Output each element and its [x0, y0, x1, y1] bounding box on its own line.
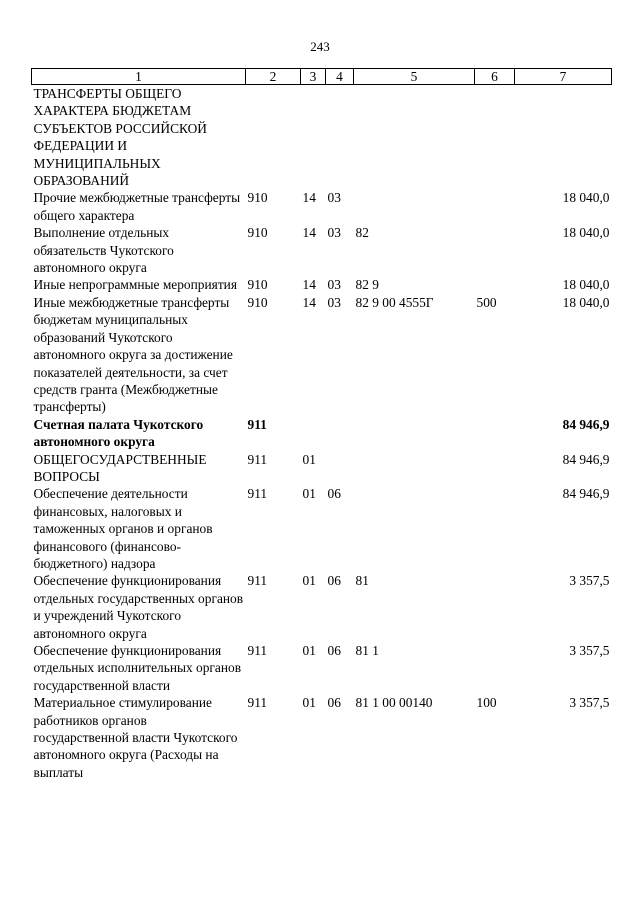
cell-col-6 — [475, 276, 515, 293]
cell-col-2: 910 — [247, 225, 268, 241]
cell-col-2: 911 — [247, 416, 267, 432]
cell-col-6 — [475, 85, 515, 190]
cell-col-3: 01 — [302, 451, 316, 467]
cell-col-4 — [326, 85, 354, 190]
header-col-2: 2 — [246, 69, 301, 85]
cell-name: ТРАНСФЕРТЫ ОБЩЕГО ХАРАКТЕРА БЮДЖЕТАМ СУБЪЕКТОВ РОССИЙСКОЙ ФЕДЕРАЦИИ И МУНИЦИПАЛЬНЫХ ОБРАЗОВАНИЙ — [33, 86, 207, 189]
cell-col-5: 82 — [355, 225, 369, 241]
cell-name: Счетная палата Чукотского автономного округа — [33, 416, 204, 450]
cell-col-3 — [301, 85, 326, 190]
cell-name: Иные непрограммные мероприятия — [33, 277, 237, 293]
cell-col-4: 06 — [327, 486, 341, 502]
cell-name: Выполнение отдельных обязательств Чукотского автономного округа — [33, 225, 174, 276]
cell-col-3: 01 — [302, 643, 316, 658]
cell-col-2: 911 — [247, 486, 268, 502]
cell-col-3: 14 — [302, 190, 316, 206]
header-col-7: 7 — [515, 69, 612, 85]
cell-col-5: 81 1 00 00140 — [355, 695, 433, 711]
table-row — [32, 224, 612, 276]
cell-col-4: 06 — [327, 643, 341, 658]
header-col-3: 3 — [301, 69, 326, 85]
table-row — [32, 572, 612, 642]
cell-col-4: 03 — [327, 190, 341, 206]
cell-name: Прочие межбюджетные трансферты общего характера — [33, 190, 241, 223]
cell-col-2: 910 — [247, 277, 268, 293]
cell-col-2: 911 — [247, 573, 268, 589]
cell-col-6 — [475, 189, 515, 224]
header-col-6: 6 — [475, 69, 515, 85]
cell-col-5: 81 — [355, 573, 369, 589]
cell-col-5 — [354, 85, 475, 190]
cell-col-7: 3 357,5 — [569, 573, 610, 589]
cell-col-4: 06 — [327, 573, 341, 589]
cell-col-4 — [326, 451, 354, 486]
cell-col-2: 910 — [247, 190, 268, 206]
cell-col-2: 911 — [247, 695, 268, 711]
cell-col-6 — [475, 224, 515, 276]
cell-col-2: 911 — [247, 643, 268, 658]
table-row — [32, 276, 612, 293]
table-row — [32, 189, 612, 224]
cell-name: Обеспечение функционирования отдельных государственных органов и учреждений Чукотского автономного округа — [33, 573, 244, 641]
cell-col-7: 18 040,0 — [562, 294, 610, 310]
cell-col-4: 03 — [327, 294, 341, 310]
cell-col-2: 911 — [247, 451, 268, 467]
cell-col-6 — [475, 451, 515, 486]
cell-col-3: 01 — [302, 486, 316, 502]
cell-name: Обеспечение функционирования отдельных исполнительных органов государственной власти — [33, 643, 242, 693]
cell-col-3: 01 — [302, 695, 316, 711]
cell-col-4: 03 — [327, 277, 341, 293]
cell-col-7 — [515, 85, 612, 190]
cell-col-6 — [475, 416, 515, 451]
table-row — [32, 642, 612, 694]
cell-col-7: 84 946,9 — [562, 451, 610, 467]
cell-name: Иные межбюджетные трансферты бюджетам муниципальных образований Чукотского автономного округа за достижение показателей деятельности, за счет средств гранта (Межбюджетные трансферты) — [33, 294, 233, 415]
cell-col-7: 3 357,5 — [569, 695, 610, 711]
cell-col-3 — [301, 416, 326, 451]
cell-col-7: 84 946,9 — [562, 486, 610, 502]
table-row — [32, 294, 612, 416]
cell-col-5: 82 9 00 4555Г — [355, 294, 434, 310]
table-row — [32, 694, 612, 781]
cell-col-7: 84 946,9 — [562, 416, 610, 432]
cell-col-2 — [246, 85, 301, 190]
cell-col-3: 14 — [302, 277, 316, 293]
cell-col-2: 910 — [247, 294, 268, 310]
table-row — [32, 416, 612, 451]
cell-col-4 — [326, 416, 354, 451]
cell-col-6 — [475, 572, 515, 642]
cell-col-5 — [354, 451, 475, 486]
cell-col-7: 18 040,0 — [562, 277, 610, 293]
table-row — [32, 451, 612, 486]
table-row — [32, 85, 612, 190]
cell-col-7: 3 357,5 — [569, 643, 610, 658]
cell-col-6: 500 — [476, 294, 497, 310]
cell-col-5 — [354, 485, 475, 572]
cell-col-4: 03 — [327, 225, 341, 241]
cell-name: Обеспечение деятельности финансовых, налоговых и таможенных органов и органов финансового (финансово-бюджетного) надзора — [33, 486, 213, 571]
budget-table — [31, 68, 612, 781]
cell-col-5: 81 1 — [355, 643, 379, 658]
cell-col-6 — [475, 642, 515, 694]
cell-col-3: 14 — [302, 225, 316, 241]
header-col-1: 1 — [32, 69, 246, 85]
cell-col-3: 01 — [302, 573, 316, 589]
table-row — [32, 485, 612, 572]
cell-col-5 — [354, 189, 475, 224]
cell-name: ОБЩЕГОСУДАРСТВЕННЫЕ ВОПРОСЫ — [33, 451, 207, 484]
table-header-row — [32, 69, 612, 85]
page-number: 243 — [310, 39, 330, 54]
cell-col-7: 18 040,0 — [562, 190, 610, 206]
cell-col-5: 82 9 — [355, 277, 379, 293]
cell-col-5 — [354, 416, 475, 451]
cell-name: Материальное стимулирование работников органов государственной власти Чукотского автономного округа (Расходы на выплаты — [33, 695, 238, 780]
cell-col-7: 18 040,0 — [562, 225, 610, 241]
cell-col-6: 100 — [476, 695, 497, 711]
cell-col-3: 14 — [302, 294, 316, 310]
header-col-4: 4 — [326, 69, 354, 85]
cell-col-4: 06 — [327, 695, 341, 711]
header-col-5: 5 — [354, 69, 475, 85]
cell-col-6 — [475, 485, 515, 572]
